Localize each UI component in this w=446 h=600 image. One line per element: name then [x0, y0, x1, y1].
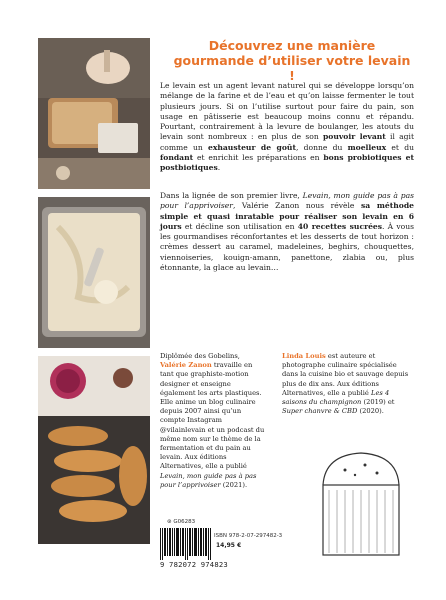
photo-bread-sugar: [38, 38, 150, 189]
description-paragraph-2: Dans la lignée de son premier livre, Levain, mon guide pas à pas pour l’apprivoiser, Valérie Zanon nous révèle sa méthode simple et quasi inratable pour réaliser son levain en 6 jours et décline son utilisation en 40 recettes sucrées. À vous les gourmandises réconfortantes et les desserts de tout horizon : crèmes dessert au caramel, madeleines, beghirs, chouquettes, viennoiseries, kouign-amann, panettone, zlabia ou, plus étonnante, la glace au levain…: [160, 191, 415, 273]
barcode: [160, 528, 212, 560]
product-code: ⊛ G06283: [167, 519, 196, 525]
price: 14,95 €: [216, 542, 242, 549]
back-cover-headline: Découvrez une manière gourmande d’utiliser votre levain !: [173, 38, 411, 83]
photo-ice-cream-scoop: [38, 197, 150, 348]
author-bio-valerie-zanon: Diplômée des Gobelins, Valérie Zanon travaille en tant que graphiste-motion designer et enseigne également les arts plastiques. Elle anime un blog culinaire depuis 2007 ainsi qu’un compte Instagram @vilainlevain et un podcast du même nom sur le thème de la fermentation et du pain au levain. Aux éditions Alternatives, elle a publié Levain, mon guide pas à pas pour l’apprivoiser (2021).: [160, 352, 265, 489]
photo-buns-jam: [38, 356, 150, 544]
isbn: ISBN 978-2-07-297482-3: [214, 533, 283, 539]
barcode-digits: 9 782072 974823: [160, 560, 228, 569]
product-code-icon: ⊛: [167, 519, 174, 525]
description-paragraph-1: Le levain est un agent levant naturel qui se développe lorsqu’on mélange de la farine et de l’eau et qu’on laisse fermenter le tout plusieurs jours. Si on l’utilise surtout pour faire du pain, son usage en pâtisserie est beaucoup moins connu et répandu. Pourtant, contrairement à la levure de boulanger, les atouts du levain sont nombreux : en plus de son pouvoir levant il agit comme un exhausteur de goût, donne du moelleux et du fondant et enrichit les préparations en bons probiotiques et postbiotiques.: [160, 81, 414, 173]
author-bio-linda-louis: Linda Louis est auteure et photographe culinaire spécialisée dans la cuisine bio et sauvage depuis plus de dix ans. Aux éditions Alternatives, elle a publié Les 4 saisons du champignon (2019) et Super chanvre & CBD (2020).: [282, 352, 409, 416]
panettone-sketch-illustration: [305, 445, 417, 569]
